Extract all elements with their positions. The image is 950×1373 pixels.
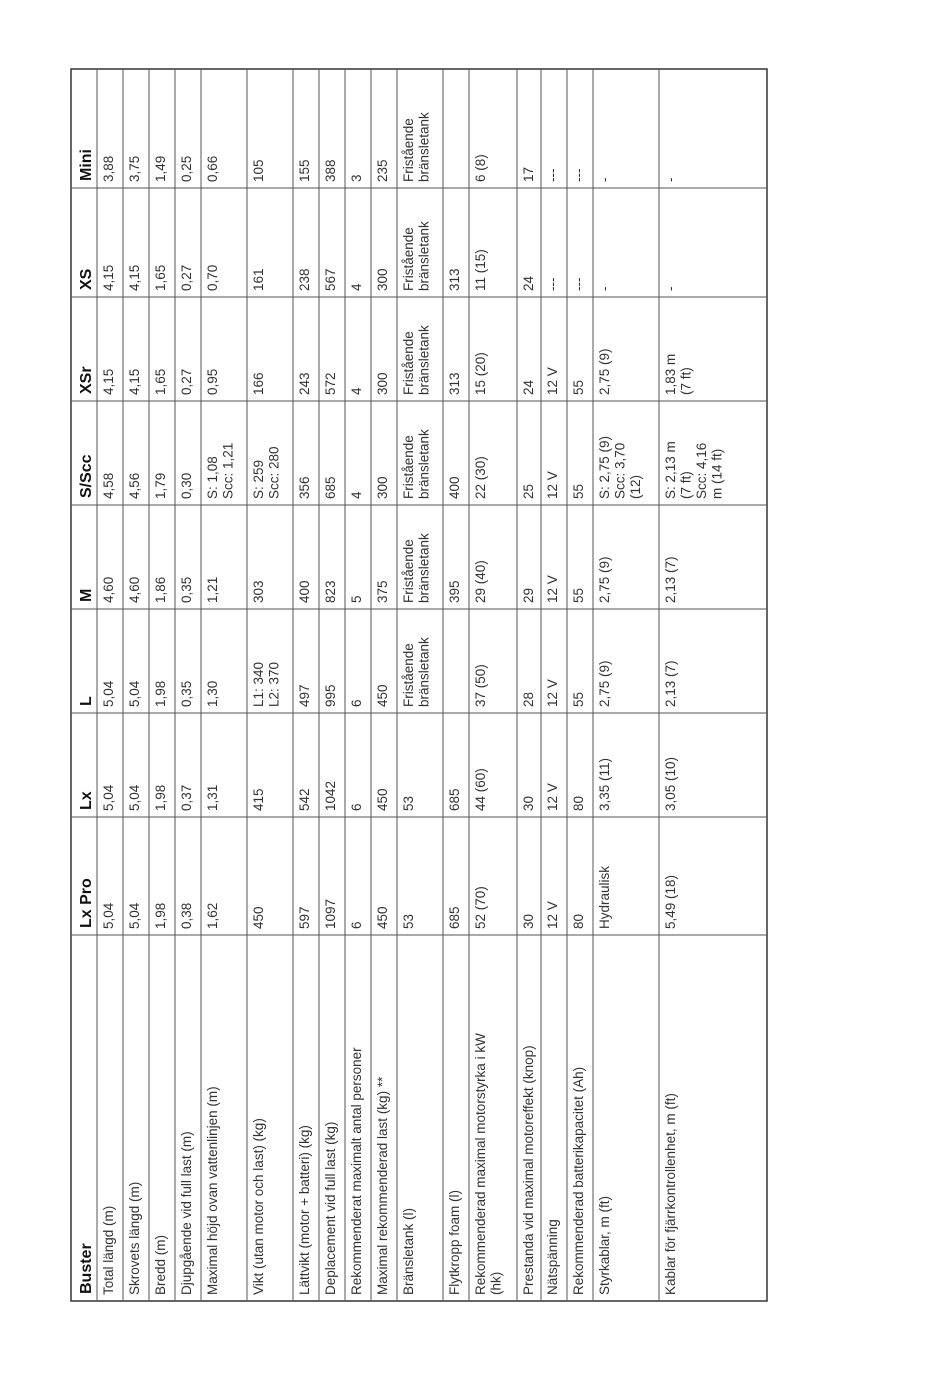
table-cell: 105 bbox=[251, 159, 266, 182]
table-cell: 4,15 bbox=[127, 264, 142, 291]
table-cell: 235 bbox=[375, 159, 390, 182]
table-cell: 5 bbox=[349, 595, 364, 603]
table-cell: 400 bbox=[447, 476, 462, 499]
row-label: Vikt (utan motor och last) (kg) bbox=[251, 1118, 266, 1295]
table-cell: 497 bbox=[297, 684, 312, 707]
table-cell: 12 V bbox=[545, 679, 560, 707]
table-cell: 12 V bbox=[545, 901, 560, 929]
table-cell: 53 bbox=[401, 913, 416, 929]
table-cell: 1,83 m(7 ft) bbox=[663, 353, 694, 395]
row-label: Flytkropp foam (l) bbox=[447, 1189, 462, 1295]
table-cell: S: 2,13 m(7 ft)Scc: 4,16m (14 ft) bbox=[663, 441, 725, 499]
row-label: Maximal höjd ovan vattenlinjen (m) bbox=[205, 1086, 220, 1295]
table-cell: 161 bbox=[251, 268, 266, 291]
table-cell: 5,04 bbox=[127, 784, 142, 811]
row-label: Prestanda vid maximal motoreffekt (knop) bbox=[521, 1045, 536, 1295]
table-cell: Friståendebränsletank bbox=[401, 221, 432, 291]
table-cell: 4,60 bbox=[101, 576, 116, 603]
table-cell: 12 V bbox=[545, 783, 560, 811]
table-cell: 2,75 (9) bbox=[597, 660, 612, 707]
table-cell: 12 V bbox=[545, 367, 560, 395]
column-header: L bbox=[78, 696, 95, 706]
column-header: Mini bbox=[78, 149, 95, 181]
table-cell: 4 bbox=[349, 283, 364, 291]
table-cell: 4 bbox=[349, 387, 364, 395]
row-label: Rekommenderad maximal motorstyrka i kW(hk) bbox=[473, 1033, 504, 1295]
table-cell: 24 bbox=[521, 275, 536, 291]
table-cell: 166 bbox=[251, 372, 266, 395]
table-cell: 450 bbox=[375, 906, 390, 929]
table-cell: 28 bbox=[521, 691, 536, 707]
table-cell: 0,35 bbox=[179, 680, 194, 707]
table-cell: 5,04 bbox=[101, 902, 116, 929]
table-cell: 37 (50) bbox=[473, 664, 488, 707]
table-cell: 313 bbox=[447, 268, 462, 291]
table-cell: 450 bbox=[375, 788, 390, 811]
table-cell: 15 (20) bbox=[473, 352, 488, 395]
table-cell: 25 bbox=[521, 483, 536, 499]
column-header: XS bbox=[78, 268, 95, 290]
table-cell: 400 bbox=[297, 580, 312, 603]
row-label: Rekommenderad batterikapacitet (Ah) bbox=[571, 1066, 586, 1295]
table-cell: 1,62 bbox=[205, 902, 220, 929]
table-cell: 685 bbox=[447, 788, 462, 811]
table-cell: - bbox=[663, 286, 678, 291]
table-cell: 4,58 bbox=[101, 472, 116, 499]
table-cell: 29 (40) bbox=[473, 560, 488, 603]
table-cell: 2,13 (7) bbox=[663, 660, 678, 707]
table-cell: 55 bbox=[571, 379, 586, 395]
table-cell: 12 V bbox=[545, 575, 560, 603]
table-cell: 6 bbox=[349, 699, 364, 707]
table-cell: 6 bbox=[349, 921, 364, 929]
table-cell: 1,21 bbox=[205, 576, 220, 603]
table-cell: 300 bbox=[375, 476, 390, 499]
table-cell: 1,30 bbox=[205, 680, 220, 707]
table-cell: 0,70 bbox=[205, 264, 220, 291]
table-cell: 0,37 bbox=[179, 784, 194, 811]
table-cell: 1,49 bbox=[153, 155, 168, 182]
table-cell: 3,75 bbox=[127, 155, 142, 182]
table-cell: 12 V bbox=[545, 471, 560, 499]
table-cell: 572 bbox=[323, 372, 338, 395]
table-cell: 30 bbox=[521, 795, 536, 811]
table-cell: 1042 bbox=[323, 780, 338, 811]
table-cell: Friståendebränsletank bbox=[401, 325, 432, 395]
table-cell: 5,04 bbox=[127, 902, 142, 929]
table-cell: 995 bbox=[323, 684, 338, 707]
table-cell: 0,66 bbox=[205, 155, 220, 182]
row-label: Lättvikt (motor + batteri) (kg) bbox=[297, 1125, 312, 1295]
row-label: Skrovets längd (m) bbox=[127, 1181, 142, 1295]
table-cell: 3,05 (10) bbox=[663, 756, 678, 811]
row-label: Nätspänning bbox=[545, 1219, 560, 1295]
table-cell: 6 (8) bbox=[473, 154, 488, 182]
table-cell: 1,65 bbox=[153, 264, 168, 291]
column-header: Lx Pro bbox=[78, 878, 95, 928]
column-header: M bbox=[78, 588, 95, 602]
table-cell: 2,13 (7) bbox=[663, 556, 678, 603]
table-cell: 17 bbox=[521, 166, 536, 182]
table-cell: 0,30 bbox=[179, 472, 194, 499]
table-cell: 11 (15) bbox=[473, 249, 488, 291]
table-cell: 5,49 (18) bbox=[663, 874, 678, 929]
table-cell: 0,35 bbox=[179, 576, 194, 603]
table-cell: 0,27 bbox=[179, 368, 194, 395]
table-cell: 356 bbox=[297, 476, 312, 499]
row-label: Maximal rekommenderad last (kg) ** bbox=[375, 1076, 390, 1295]
column-header: XSr bbox=[78, 366, 95, 394]
table-cell: 597 bbox=[297, 906, 312, 929]
table-cell: 0,95 bbox=[205, 368, 220, 395]
table-cell: 1,79 bbox=[153, 472, 168, 499]
table-cell: 55 bbox=[571, 483, 586, 499]
table-cell: --- bbox=[545, 277, 560, 291]
table-cell: 5,04 bbox=[127, 680, 142, 707]
table-cell: --- bbox=[571, 168, 586, 182]
table-cell: 5,04 bbox=[101, 680, 116, 707]
table-cell: --- bbox=[571, 277, 586, 291]
table-cell: 2,75 (9) bbox=[597, 348, 612, 395]
table-cell: 2,75 (9) bbox=[597, 556, 612, 603]
table-cell: Friståendebränsletank bbox=[401, 533, 432, 603]
table-cell: 388 bbox=[323, 159, 338, 182]
table-cell: 53 bbox=[401, 795, 416, 811]
table-cell: 30 bbox=[521, 913, 536, 929]
table-cell: 4 bbox=[349, 491, 364, 499]
table-cell: Hydraulisk bbox=[597, 865, 612, 929]
table-cell: 685 bbox=[323, 476, 338, 499]
table-cell: 450 bbox=[375, 684, 390, 707]
table-cell: S: 2,75 (9)Scc: 3,70(12) bbox=[597, 435, 643, 499]
table-cell: 6 bbox=[349, 803, 364, 811]
table-cell: 415 bbox=[251, 788, 266, 811]
column-header: S/Scc bbox=[78, 454, 95, 498]
table-cell: 3,35 (11) bbox=[597, 757, 612, 811]
table-cell: 29 bbox=[521, 587, 536, 603]
table-cell: 300 bbox=[375, 372, 390, 395]
row-label: Bränsletank (l) bbox=[401, 1207, 416, 1295]
table-cell: 313 bbox=[447, 372, 462, 395]
row-label: Bredd (m) bbox=[153, 1234, 168, 1295]
table-cell: 4,15 bbox=[127, 368, 142, 395]
table-cell: 0,38 bbox=[179, 902, 194, 929]
table-cell: 238 bbox=[297, 268, 312, 291]
table-cell: 1,98 bbox=[153, 680, 168, 707]
table-cell: 685 bbox=[447, 906, 462, 929]
column-header: Lx bbox=[78, 791, 95, 810]
table-cell: 22 (30) bbox=[473, 456, 488, 499]
table-cell: 3,88 bbox=[101, 155, 116, 182]
table-cell: Friståendebränsletank bbox=[401, 637, 432, 707]
table-cell: Friståendebränsletank bbox=[401, 112, 432, 182]
row-label: Total längd (m) bbox=[101, 1205, 116, 1295]
table-cell: 5,04 bbox=[101, 784, 116, 811]
table-cell: 1,31 bbox=[205, 784, 220, 811]
table-cell: 4,15 bbox=[101, 264, 116, 291]
table-cell: 80 bbox=[571, 913, 586, 929]
table-cell: 4,60 bbox=[127, 576, 142, 603]
table-cell: 300 bbox=[375, 268, 390, 291]
table-cell: - bbox=[597, 177, 612, 182]
table-cell: 303 bbox=[251, 580, 266, 603]
table-cell: 1,86 bbox=[153, 576, 168, 603]
table-cell: - bbox=[663, 177, 678, 182]
table-cell: 1097 bbox=[323, 898, 338, 929]
table-cell: 1,98 bbox=[153, 784, 168, 811]
table-cell: 243 bbox=[297, 372, 312, 395]
table-cell: 1,98 bbox=[153, 902, 168, 929]
table-cell: - bbox=[597, 286, 612, 291]
table-cell: 80 bbox=[571, 795, 586, 811]
table-cell: 1,65 bbox=[153, 368, 168, 395]
table-cell: 55 bbox=[571, 691, 586, 707]
table-cell: L1: 340L2: 370 bbox=[251, 661, 282, 707]
table-cell: Friståendebränsletank bbox=[401, 429, 432, 499]
table-cell: 52 (70) bbox=[473, 886, 488, 929]
table-cell: 395 bbox=[447, 580, 462, 603]
row-label: Rekommenderat maximalt antal personer bbox=[349, 1047, 364, 1295]
table-cell: --- bbox=[545, 168, 560, 182]
table-cell: 44 (60) bbox=[473, 768, 488, 811]
table-cell: 823 bbox=[323, 580, 338, 603]
table-cell: S: 1,08Scc: 1,21 bbox=[205, 442, 236, 499]
table-cell: 375 bbox=[375, 580, 390, 603]
table-cell: 450 bbox=[251, 906, 266, 929]
table-cell: 4,56 bbox=[127, 472, 142, 499]
row-label: Deplacement vid full last (kg) bbox=[323, 1121, 338, 1295]
table-cell: 155 bbox=[297, 159, 312, 182]
table-cell: 567 bbox=[323, 268, 338, 291]
table-cell: 4,15 bbox=[101, 368, 116, 395]
row-label: Styrkablar, m (ft) bbox=[597, 1195, 612, 1295]
row-label: Kablar för fjärrkontrollenhet, m (ft) bbox=[663, 1093, 678, 1295]
table-cell: 55 bbox=[571, 587, 586, 603]
table-cell: S: 259Scc: 280 bbox=[251, 446, 282, 499]
table-cell: 0,27 bbox=[179, 264, 194, 291]
table-title: Buster bbox=[78, 1243, 95, 1294]
table-cell: 3 bbox=[349, 174, 364, 182]
row-label: Djupgående vid full last (m) bbox=[179, 1131, 194, 1295]
table-cell: 0,25 bbox=[179, 155, 194, 182]
table-cell: 24 bbox=[521, 379, 536, 395]
table-cell: 542 bbox=[297, 788, 312, 811]
